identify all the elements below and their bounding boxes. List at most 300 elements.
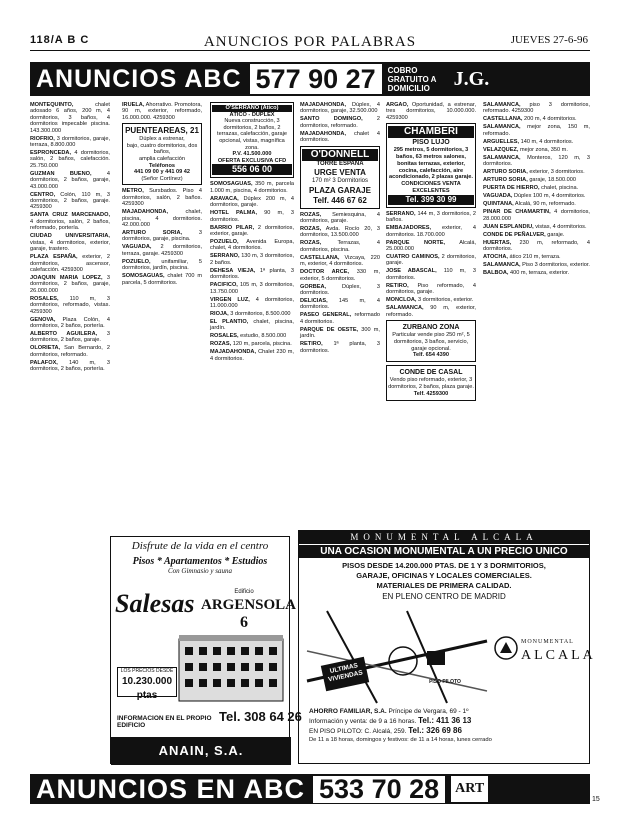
ad-salesas-argensola: [110, 536, 302, 764]
listing-text: 3 dormitorios, garaje, terraza, 8.800.000: [30, 135, 111, 149]
listing-heading: QUINTANA,: [483, 201, 514, 208]
listing-text: estudio, 8.500.000: [240, 333, 287, 340]
listing: [300, 102, 380, 115]
listing-text: Dúplex 100 m, 4 dormitorios.: [513, 193, 586, 200]
listing: [300, 255, 380, 268]
classifieds-column-2: [122, 102, 202, 527]
listing: [210, 282, 294, 295]
listing-heading: ESPRONCEDA,: [30, 150, 72, 157]
listing-text: chalet 4 dormitorios.: [300, 130, 380, 144]
ad-left-info: INFORMACION EN EL PROPIO EDIFICIO: [117, 715, 212, 729]
ad-right-line4: EN PLENO CENTRO DE MADRID: [382, 592, 506, 601]
listing-heading: OLORIETA,: [30, 345, 61, 352]
listing-text: 4 dormitorios, salón, 2 baños, calefacción. 25.750.000: [30, 150, 110, 169]
listing: [483, 124, 590, 137]
listing: [483, 254, 590, 260]
listing-text: 230 m, reformado, 4 dormitorios.: [483, 239, 590, 253]
listing-text: 3 dormitorios, 2 baños, garaje, 26.000.000: [30, 274, 110, 294]
listing: [483, 139, 590, 145]
classifieds-column-1: [30, 102, 110, 527]
listing-heading: ROZAS,: [300, 211, 322, 218]
box-line: PISO LUJO: [412, 139, 450, 147]
banner-phone: 577 90 27: [250, 64, 382, 94]
listing-heading: MAJADAHONDA,: [300, 102, 346, 108]
listing-heading: METRO,: [122, 188, 144, 195]
footer-banner: [30, 774, 590, 804]
listing: [483, 209, 590, 222]
listing: [483, 147, 590, 153]
ad-left-phone: Tel. 308 64 26: [219, 709, 302, 724]
listing-heading: GENOVA,: [30, 316, 56, 323]
listing: [300, 269, 380, 282]
listing-text: 3 dormitorios, 8.500.000: [230, 311, 291, 317]
listing: [122, 188, 202, 207]
contact4: De 11 a 18 horas, domingos y festivos: de 11 a 14 horas, lunes cerrado: [309, 737, 492, 743]
listing: [483, 262, 590, 268]
listing: [483, 116, 590, 122]
listing-text: 200 m, 4 dormitorios.: [524, 116, 577, 123]
listing-heading: MONCLOA,: [386, 297, 417, 304]
listing-text: 2 dormitorios, exterior, garaje.: [210, 224, 295, 237]
ad-right-line1: PISOS DESDE 14.200.000 PTAS. DE 1 Y 3 DORMITORIOS,: [342, 561, 546, 570]
listing: [122, 273, 202, 286]
listing-text: 3 dormitorios, exterior.: [418, 297, 474, 304]
listing: [300, 116, 380, 129]
ad-left-building-num: 6: [240, 614, 248, 631]
listing: [122, 259, 202, 272]
listing: [30, 136, 110, 149]
listing-text: 400 m, terraza, exterior.: [510, 270, 570, 277]
listing: [210, 225, 294, 238]
box-line: O'DONNELL: [302, 149, 378, 161]
listing-heading: ATOCHA,: [483, 254, 508, 261]
listing: [30, 360, 110, 373]
listing-text: reformado 4 dormitorios.: [300, 312, 380, 325]
listing-text: 330 m, exterior, 5 dormitorios.: [300, 269, 380, 282]
listing-text: exterior, 4 dormitorios. 18.700.000: [386, 225, 476, 238]
listing: [30, 212, 110, 231]
listing-text: Monteros, 120 m, 3 dormitorios.: [483, 154, 590, 168]
listing-heading: JOSE ABASCAL,: [386, 268, 437, 275]
listing-text: Piso reformado, 4 dormitorios, garaje.: [386, 282, 476, 296]
listing-heading: ARAVACA,: [210, 195, 239, 202]
listing: [30, 296, 110, 315]
listing-heading: SERRANO,: [210, 253, 240, 260]
ad-left-building: ARGENSOLA: [201, 597, 297, 613]
box-line: OFERTA EXCLUSIVA CFD: [217, 157, 287, 164]
listing: [210, 297, 294, 310]
listing-heading: GUZMAN BUENO,: [30, 170, 92, 177]
listing: [300, 312, 380, 325]
listing: [386, 268, 476, 281]
listing-text: Ahorrativo. Promotora, 90 m, exterior, reformado, 16.000.000. 4259300: [122, 102, 202, 121]
listing-text: Chalet 230 m, 4 dormitorios.: [210, 349, 294, 362]
listing-heading: DEHESA VIEJA,: [210, 267, 256, 274]
listing: [30, 345, 110, 358]
ad-monumental-alcala: [298, 530, 596, 764]
footer-phone: 533 70 28: [313, 776, 445, 803]
featured-ad-conde-casal: [386, 365, 476, 400]
listing-text: 1ª planta, 3 dormitorios.: [300, 341, 380, 354]
listing-text: Alcalá, 25.000.000: [386, 239, 476, 253]
price-badge: [117, 667, 177, 701]
ad-left-offer: Pisos * Apartamentos * Estudios: [132, 556, 268, 567]
listing-text: 145 m, 4 dormitorios.: [300, 298, 380, 311]
box-line: Telf. 446 67 62: [313, 195, 367, 205]
listing: [122, 230, 202, 243]
listing-text: mejor zona, 150 m, reformado.: [483, 124, 590, 137]
contact3-a: EN PISO PILOTO: C. Alcalá, 259.: [309, 728, 407, 735]
listing: [30, 275, 110, 294]
listing-heading: MONTEQUINTO,: [30, 102, 74, 108]
contact2-b: Tel.: 411 36 13: [418, 716, 472, 725]
listing: [210, 239, 294, 252]
listing: [30, 192, 110, 211]
listing: [210, 253, 294, 266]
listing-heading: HOTEL PALMA,: [210, 210, 258, 217]
listing-text: Vizcaya, 220 m, exterior, 4 dormitorios.: [300, 254, 380, 268]
listing-text: piso 3 dormitorios, reformado. 4259300: [483, 102, 590, 115]
listing: [210, 181, 294, 194]
listing-heading: ARTURO SORIA,: [483, 177, 528, 184]
classifieds-column-3: [210, 102, 294, 527]
listing-text: Avda. Rocío 20, 3 dormitorios, 13.500.000: [300, 226, 380, 239]
listing-text: 3 dormitorios, garaje, piscina.: [122, 230, 202, 243]
listing-text: chalet, piscina, 4 dormitorios. 42.000.000: [122, 209, 202, 228]
last-homes-stamp: ULTIMAS VIVIENDAS: [321, 657, 369, 692]
listing: [300, 240, 380, 253]
listing-heading: MAJADAHONDA,: [210, 349, 256, 356]
classifieds-column-5: [386, 102, 476, 527]
listing: [30, 150, 110, 169]
box-line: (Señor Cortínez): [141, 175, 183, 182]
listing-text: Dúplex, 3 dormitorios.: [300, 283, 380, 297]
listing: [300, 284, 380, 297]
listing-text: Colón, 110 m, 3 dormitorios, 2 baños, garaje. 4259300: [30, 191, 110, 211]
listing: [300, 298, 380, 311]
box-line: 170 m² 3 Dormitorios: [311, 178, 368, 185]
listing-text: Avenida Europa, chalet, 4 dormitorios.: [210, 238, 295, 252]
listing-text: Terrazas, 4 dormitorios, piscina.: [300, 240, 381, 253]
listing-heading: PASEO GENERAL,: [300, 312, 352, 319]
monumental-logo-icon: [493, 635, 519, 661]
brand-name: ALCALA: [521, 648, 596, 663]
featured-ad-puenteareas: [122, 123, 202, 185]
listing: [210, 311, 294, 317]
listing-heading: VELAZQUEZ,: [483, 146, 519, 153]
ad-left-building-label: Edificio: [234, 589, 254, 595]
listing: [386, 225, 476, 238]
listing: [210, 268, 294, 281]
building-illustration: [175, 633, 287, 705]
box-line: 441 09 00 y 441 09 42: [134, 169, 190, 176]
listing-heading: CIUDAD UNIVERSITARIA,: [30, 233, 110, 240]
listing-heading: PALAFOX,: [30, 359, 58, 366]
listing-text: 2 dormitorios, terraza, garaje. 4259300: [122, 244, 202, 257]
contact1-b: Príncipe de Vergara, 69 - 1º: [388, 708, 469, 715]
ad-left-brand: Salesas: [115, 589, 195, 618]
listing: [300, 212, 380, 225]
listing-text: 4 dormitorios, salón, 2 baños, reformado, portería.: [30, 218, 110, 232]
listing: [483, 177, 590, 183]
listing-heading: PARQUE DE OESTE,: [300, 326, 359, 333]
box-line: Dúplex a estrenar,: [139, 136, 185, 143]
listing-text: Semiesquina, 4 dormitorios, garaje.: [300, 211, 380, 225]
listing-heading: RIOJA,: [210, 311, 229, 317]
box-line: Tel. 399 30 99: [388, 195, 474, 205]
listing-heading: SALAMANCA,: [483, 154, 521, 161]
listing-text: 300 m, jardín.: [300, 326, 380, 340]
listing-text: vistas, 4 dormitorios, exterior, garaje, trastero.: [30, 239, 110, 253]
featured-ad-serrano-atico: [210, 102, 294, 178]
listing-heading: MAJADAHONDA,: [122, 209, 168, 216]
listing: [210, 333, 294, 339]
listing-text: 120 m, parcela, piscina.: [232, 341, 292, 348]
listing-heading: SALAMANCA,: [483, 262, 521, 269]
listing-text: 4 dormitorios, 2 baños, garaje, 43.000.000: [30, 170, 110, 190]
listing-heading: SANTA CRUZ MARCENADO,: [30, 212, 110, 219]
listing-text: Piso 3 dormitorios, exterior.: [522, 262, 590, 269]
listing: [483, 201, 590, 207]
listing-heading: ROZAS,: [300, 240, 322, 247]
listing: [210, 210, 294, 223]
listing-heading: MAJADAHONDA,: [300, 130, 346, 137]
listing: [122, 102, 202, 121]
listing-heading: SOMOSAGUAS,: [210, 181, 253, 188]
listing-text: 110 m, 3 dormitorios, reformado, vistas. 4259300: [30, 295, 110, 315]
listing-text: exterior, 2 dormitorios, ascensor, calefacción. 4259300: [30, 254, 110, 273]
listing-text: Sursbados. Piso 4 dormitorios, salón, 2 baños. 4259300: [122, 188, 202, 208]
listing-heading: HUERTAS,: [483, 239, 512, 246]
listing: [30, 331, 110, 344]
listing: [300, 226, 380, 239]
listing-heading: SANTO DOMINGO,: [300, 116, 363, 123]
listing: [386, 102, 476, 121]
listing-text: chalet, piscina.: [541, 185, 579, 192]
contact1-a: AHORRO FAMILIAR, S.A.: [309, 708, 387, 715]
header-rule: [30, 50, 590, 51]
listing-heading: JUAN ESPLANDIU,: [483, 223, 534, 230]
listing-text: 2 dormitorios, garaje.: [386, 254, 476, 267]
box-line: TORRE ESPAÑA: [316, 160, 364, 167]
listing: [483, 224, 590, 230]
listing-text: Plaza Colón, 4 dormitorios, 2 baños, portería.: [30, 316, 110, 329]
listing-text: Dúplex 200 m, 4 dormitorios, garaje.: [210, 195, 294, 209]
listing-heading: EL PLANTIO,: [210, 319, 249, 325]
listing-text: chalet, piscina, jardín.: [210, 319, 294, 332]
listing-text: San Bernardo, 2 dormitorios, reformado.: [30, 345, 110, 358]
listing-text: chalet 700 m parcela, 5 dormitorios.: [122, 273, 202, 286]
listing-text: 4 dormitorios, 28.000.000: [483, 209, 590, 222]
listing: [122, 244, 202, 257]
listing-heading: VAGUADA,: [483, 193, 513, 200]
listing: [386, 305, 476, 318]
listing-text: 350 m, parcela 1.000 m, piscina, 4 dormitorios.: [210, 181, 294, 194]
listing-heading: POZUELO,: [210, 238, 239, 245]
box-line: amplia calefacción: [138, 156, 186, 162]
listing-heading: PINAR DE CHAMARTIN,: [483, 209, 551, 216]
listing-heading: CASTELLANA,: [300, 254, 340, 261]
box-line: Telf. 654 4390: [413, 352, 449, 359]
listing-heading: RIOFRIO,: [30, 135, 55, 142]
listing: [483, 185, 590, 191]
listing-text: ático 210 m, terraza.: [509, 254, 561, 261]
listing-text: 3 dormitorios, 2 baños, garaje.: [30, 330, 110, 344]
listing: [483, 169, 590, 175]
listing-heading: ARGUELLES,: [483, 138, 520, 145]
banner-logo: J.G.: [453, 67, 490, 90]
listing-heading: ROZAS,: [300, 226, 322, 233]
listing-text: 130 m, 3 dormitorios, 2 baños.: [210, 253, 294, 266]
top-banner: [30, 62, 590, 96]
listing-text: garaje, 18.500.000: [529, 177, 576, 184]
box-line: 556 06 00: [212, 164, 292, 175]
box-line: Nueva construcción, 3 dormitorios, 2 baños, 2 terrazas, calefacción, garaje opcional, vistas, magnífica zona.: [217, 118, 287, 151]
ad-right-top: MONUMENTAL ALCALA: [299, 531, 589, 544]
box-line: Vendo piso reformado, exterior, 3 dormitorios, 2 baños, plaza garaje.: [388, 377, 474, 391]
listing-text: Oportunidad, a estrenar, tres dormitorios, 10.000.000. 4259300: [386, 102, 476, 121]
featured-ad-zurbano: [386, 320, 476, 362]
listing-text: garaje.: [547, 231, 565, 238]
box-line: CHAMBERI: [388, 126, 474, 138]
listing-text: 90 m, 3 dormitorios.: [210, 210, 294, 223]
listing-heading: ALBERTO AGUILERA,: [30, 330, 98, 337]
listing-heading: RETIRO,: [386, 282, 409, 289]
box-line: ÁTICO - DÚPLEX: [229, 111, 275, 118]
listing-heading: VAGUADA,: [122, 244, 152, 251]
ad-right-headline: UNA OCASION MONUMENTAL A UN PRECIO UNICO: [299, 545, 589, 558]
listing-heading: RETIRO,: [300, 341, 323, 348]
listing-text: 144 m, 3 dormitorios, 2 baños.: [386, 210, 476, 224]
box-line: PUENTEAREAS, 21: [125, 126, 199, 136]
box-line: Particular vende piso 250 m², 5 dormitorios, 3 baños, servicio, garaje opcional.: [392, 332, 470, 352]
price-label: LOS PRECIOS DESDE: [120, 668, 174, 674]
listing-heading: SOMOSAGUAS,: [122, 273, 165, 280]
listing: [300, 131, 380, 144]
box-line: URGE VENTA: [314, 168, 366, 178]
listing-heading: CASTELLANA,: [483, 116, 523, 123]
listing: [483, 270, 590, 276]
ad-left-company: ANAIN, S.A.: [111, 737, 291, 765]
featured-ad-odonnell: [300, 146, 380, 209]
listing-text: 110 m, 3 dormitorios.: [386, 268, 476, 281]
listing-heading: SALAMANCA,: [386, 305, 424, 312]
listing: [210, 319, 294, 332]
listing-heading: SALAMANCA,: [483, 124, 521, 131]
listing-text: 1ª planta, 3 dormitorios.: [210, 267, 294, 281]
listing: [483, 155, 590, 168]
listing-text: 140 m, 3 dormitorios, 2 baños, portería.: [30, 359, 110, 373]
listing: [122, 209, 202, 228]
box-line: CONDICIONES VENTA EXCELENTES: [401, 181, 461, 194]
listing-heading: VIRGEN LUZ,: [210, 296, 250, 303]
footer-title: ANUNCIOS EN ABC: [36, 773, 306, 804]
listing-heading: CUATRO CAMINOS,: [386, 254, 440, 261]
listing-heading: PUERTA DE HIERRO,: [483, 185, 540, 192]
listing-heading: BALBOA,: [483, 270, 509, 277]
listing-text: 140 m, 4 dormitorios.: [520, 138, 574, 145]
box-line: CONDE DE CASAL: [399, 369, 463, 377]
listing-text: mejor zona, 350 m.: [520, 146, 568, 153]
footer-logo: ART: [451, 776, 488, 802]
ad-left-headline: Disfrute de la vida en el centro: [131, 540, 269, 552]
section-title: ANUNCIOS POR PALABRAS: [203, 34, 417, 50]
ad-left-sub: Con Gimnasio y sauna: [168, 567, 232, 575]
listing-heading: ARGAO,: [386, 102, 409, 108]
listing-text: 105 m, 3 dormitorios, 13.750.000: [210, 282, 294, 295]
box-line: bajo, cuatro dormitorios, dos baños,: [126, 142, 198, 156]
listing-text: 2 dormitorios, reformado.: [300, 116, 380, 129]
listing-heading: POZUELO,: [122, 258, 151, 265]
listing-text: chalet adosado 6 años, 200 m, 4 dormitorios, 3 baños, 4 dormitorios impecable piscina. 143.300.000: [30, 102, 110, 134]
listing-text: 90 m, exterior, reformado.: [386, 305, 476, 318]
listing: [30, 102, 110, 134]
box-line: P.V. 41.500.000: [232, 151, 272, 158]
listing-text: exterior, 3 dormitorios.: [529, 169, 585, 176]
price-value: 10.230.000 ptas: [121, 676, 173, 701]
listing-heading: SERRANO,: [386, 210, 416, 217]
listing-heading: GORBEA,: [300, 283, 327, 290]
listing-heading: DELICIAS,: [300, 298, 328, 305]
box-line: Telf. 4259300: [413, 390, 449, 397]
listing: [210, 349, 294, 362]
listing: [30, 317, 110, 330]
listing: [483, 193, 590, 199]
listing: [386, 240, 476, 253]
listing-heading: DOCTOR ARCE,: [300, 269, 350, 276]
brand-small: MONUMENTAL: [521, 639, 574, 645]
contact2-a: Información y venta: de 9 a 16 horas.: [309, 718, 417, 725]
listing: [483, 232, 590, 238]
page-section-label: 118/A B C: [30, 34, 90, 46]
listing: [386, 254, 476, 267]
listing-text: vistas, 4 dormitorios.: [535, 223, 587, 230]
listing: [483, 102, 590, 115]
listing-heading: CONDE DE PEÑALVER,: [483, 231, 546, 238]
listing: [300, 327, 380, 340]
page-number: 15: [592, 796, 600, 803]
listing-heading: JOAQUIN MARIA LOPEZ,: [30, 274, 103, 281]
listing-heading: CENTRO,: [30, 191, 56, 198]
listing-text: Dúplex, 4 dormitorios, garaje, 32.500.000: [300, 102, 380, 115]
classifieds-column-6: [483, 102, 590, 527]
listing-text: unifamiliar, 5 dormitorios, jardín, piscina.: [122, 258, 202, 272]
contact3-b: Tel.: 326 69 86: [408, 726, 462, 735]
ad-right-line3: MATERIALES DE PRIMERA CALIDAD.: [376, 581, 512, 590]
listing: [386, 297, 476, 303]
map-piso-piloto-label: PISO PILOTO: [429, 679, 461, 685]
listing: [300, 341, 380, 354]
listing: [30, 233, 110, 252]
listing-heading: ROZAS,: [210, 341, 232, 348]
listing-text: Alcalá, 90 m, reformado.: [514, 201, 576, 208]
box-line: ZURBANO ZONA: [402, 324, 460, 332]
banner-note: COBRO GRATUITO A DOMICILIO: [387, 65, 437, 93]
listing-heading: ARTURO SORIA,: [483, 169, 528, 176]
featured-ad-chamberi: [386, 123, 476, 208]
listing-heading: PARQUE NORTE,: [386, 239, 446, 246]
banner-title: ANUNCIOS ABC: [36, 64, 242, 93]
listing-heading: SALAMANCA,: [483, 102, 521, 108]
box-line: PLAZA GARAJE: [309, 185, 371, 195]
box-line: Teléfonos: [148, 162, 175, 169]
listing-heading: EMBAJADORES,: [386, 225, 432, 232]
listing-heading: ROSALES,: [210, 333, 239, 340]
classifieds-column-4: [300, 102, 380, 527]
listing: [30, 254, 110, 273]
listing: [210, 196, 294, 209]
issue-date: JUEVES 27-6-96: [510, 34, 588, 46]
